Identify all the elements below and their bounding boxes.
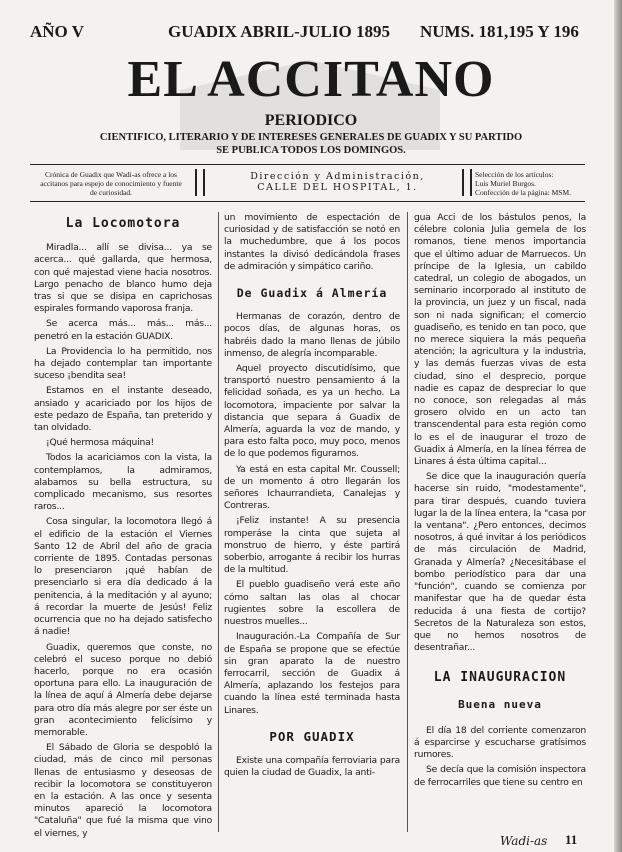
article-subheading: Buena nueva [458, 697, 542, 711]
article-paragraph: El día 18 del corriente comenzaron á esparcirse y escucharse gratísimos rumores. [414, 724, 586, 761]
article-paragraph: Estamos en el instante deseado, ansiado y acariciado por los hijos de este pedazo de España, tan preterido y tan olvidado. [34, 385, 212, 434]
masthead-description: CIENTIFICO, LITERARIO Y DE INTERESES GENERALES DE GUADIX Y SU PARTIDO [99, 132, 523, 143]
article-paragraph: Ya está en esta capital Mr. Coussell; de un momento á otro llegarán los señores Ichaurrandieta, Canalejas y Contreras. [224, 463, 400, 512]
divider-bars-left [195, 169, 205, 196]
credits-line-2: Luis Muriel Burgos. [475, 179, 536, 188]
article-paragraph: Se dice que la inauguración quería hacerse sin ruido, "modestamente", para tirar después, cuando tuviera lugar la de la línea entera, la "casa por la ventana". ¿Pero entonces, decimos nosotros, á qué invitar á los periódicos de más circulación de Madrid, Granada y Almería? ¿Necesitábase el bombo periodístico para dar una "función", cuando se comienza por manifestar que ha de quedar ésta reducida á una fiesta de cortijo? Secretos de la Naturaleza son estos, que no hemos nosotros de desentrañar... [414, 471, 586, 654]
article-heading: POR GUADIX [269, 728, 355, 744]
year-label: AÑO V [30, 22, 84, 41]
article-paragraph: Miradla... allí se divisa... ya se acerca... qué gallarda, que hermosa, con qué majestad viene hacia nosotros. Largo penacho de blanco humo deja tras si que se disipa en caprichosas espirales formando vaporosa franja. [34, 242, 212, 315]
article-heading: De Guadix á Almería [236, 286, 388, 301]
page-edge-shadow [614, 0, 622, 852]
issue-numbers: NUMS. 181,195 Y 196 [420, 22, 579, 41]
info-address [215, 171, 460, 193]
info-credits [475, 170, 585, 197]
article-paragraph: ¡Feliz instante! A su presencia romperáse la cinta que sujeta al monstruo de hierro, y éste partirá soberbio, arrogante á recibir los hurras de la multitud. [224, 515, 400, 576]
column-rule [407, 212, 408, 832]
article-paragraph: Aquel proyecto discutidísimo, que transportó nuestro pensamiento á la felicidad soñada, es ya un hecho. La locomotora, impaciente por salvar la distancia que separa á Guadix de Almería, aguarda la voz de mando, y para esto falta poco, muy poco, menos de lo que podemos figurarnos. [224, 363, 400, 460]
article-paragraph: Se acerca más... más... más... penetró en la estación GUADIX. [34, 318, 212, 342]
article-paragraph: El Sábado de Gloria se despobló la ciudad, más de cinco mil personas llenas de entusiasmo y deseosas de recibir la locomotora se constituyeron en la estación. A las once y sesenta minutos apareció la locomotora "Cataluña" que fué la misma que vino el viernes, y [34, 742, 212, 839]
article-paragraph: Cosa singular, la locomotora llegó á el edificio de la estación el Viernes Santo 12 de Abril del año de gracia corriente de 1895. Contadas personas lo presenciaron ¡qué habían de presenciarlo si era día dedicado á la penitencia, á la meditación y al ayuno; á recordar la muerte de Jesús! Feliz ocurrencia que no ha dejado satisfecho á nadie! [34, 516, 212, 638]
article-paragraph: ¡Qué hermosa máquina! [46, 437, 155, 449]
column-rule [218, 212, 219, 832]
article-paragraph: Se decía que la comisión inspectora de ferrocarriles que tiene su centro en [414, 764, 586, 788]
masthead-top-line [30, 22, 580, 44]
newspaper-subtitle: PERIODICO [264, 112, 358, 129]
info-bar [30, 164, 585, 202]
article-paragraph: Guadix, queremos que conste, no celebró el suceso porque no debió hacerlo, porque no era ocasión oportuna para ello. La inauguración de la línea de aquí á Almería debe dejarse para otro día más alegre por ser éste un gran acontecimiento felicísimo y memorable. [34, 641, 212, 738]
address-line-2: CALLE DEL HOSPITAL, 1. [257, 182, 418, 193]
column-3 [414, 212, 586, 792]
article-paragraph: El pueblo guadiseño verá este año cómo saltan las olas al chocar rugientes sobre la escollera de nuestros muelles... [224, 579, 400, 628]
newspaper-title: EL ACCITANO [127, 51, 495, 108]
article-paragraph: un movimiento de espectación de curiosidad y de satisfacción se notó en la muchedumbre, que á los pocos instantes la divisó dedicándola frases de admiración y simpático cariño. [224, 212, 400, 272]
article-paragraph: Hermanas de corazón, dentro de pocos días, de algunas horas, os habréis dado la mano llenas de júbilo inmenso, de alegría incomparable. [224, 311, 400, 359]
article-paragraph: La Providencia lo ha permitido, nos ha dejado contemplar tan importante suceso ¡bendita sea! [34, 345, 212, 382]
signature-logo: Wadi-as [500, 834, 548, 848]
column-2 [224, 212, 400, 782]
address-line-1: Dirección y Administración, [250, 171, 425, 182]
article-paragraph: Existe una compañía ferroviaria para quien la ciudad de Guadix, la anti- [224, 754, 400, 779]
article-paragraph: Todos la acariciamos con la vista, la contemplamos, la admiramos, alabamos su bella estructura, su complicado mecanismo, sus resortes raros... [34, 452, 212, 513]
credits-line-3: Confección de la página: MSM. [475, 188, 572, 197]
article-heading: La Locomotora [65, 216, 181, 231]
masthead-frequency: SE PUBLICA TODOS LOS DOMINGOS. [216, 145, 406, 156]
credits-line-1: Selección de los artículos: [475, 170, 554, 179]
article-paragraph: gua Acci de los bástulos penos, la célebre colonia Julia gemela de los romanos, tiene menos importancia que el último aduar de Marruecos. Un príncipe de la Iglesia, un cabildo catedral, un colegio de abogados, un seminario incorporado al instituto de la provincia, un juez y un fiscal, nada son ni nada significan; el comercio guadiseño, es tenido en tan poco, que no merece siquiera la más pequeña atención; la agricultura y la industria, y las demás fuerzas vivas de esta ciudad, sino el desprecio, porque nadie es capaz de despreciar lo que no conoce, son relegadas al más grosero olvido en un acto tan transcendental para esta región como lo es el de inaugurar el trozo de Guadix á Almería, en la línea férrea de Linares á ésta última capital... [414, 212, 586, 468]
info-left-text: Crónica de Guadix que Wadi-as ofrece a los accitanos para espejo de conocimiento y fuente de curiosidad. [40, 170, 182, 197]
article-paragraph: Inauguración.-La Compañía de Sur de España se propone que se efectúe sin gran aparato la de nuestro ferrocarril, sección de Guadix á Almería, aplazando los festejos para cuando la línea esté terminada hasta Linares. [224, 631, 400, 716]
divider-bars-right [462, 169, 472, 196]
place-date: GUADIX ABRIL-JULIO 1895 [168, 22, 390, 41]
column-1 [34, 212, 212, 843]
article-heading: LA INAUGURACION [433, 670, 567, 686]
page-number: 11 [565, 832, 578, 847]
